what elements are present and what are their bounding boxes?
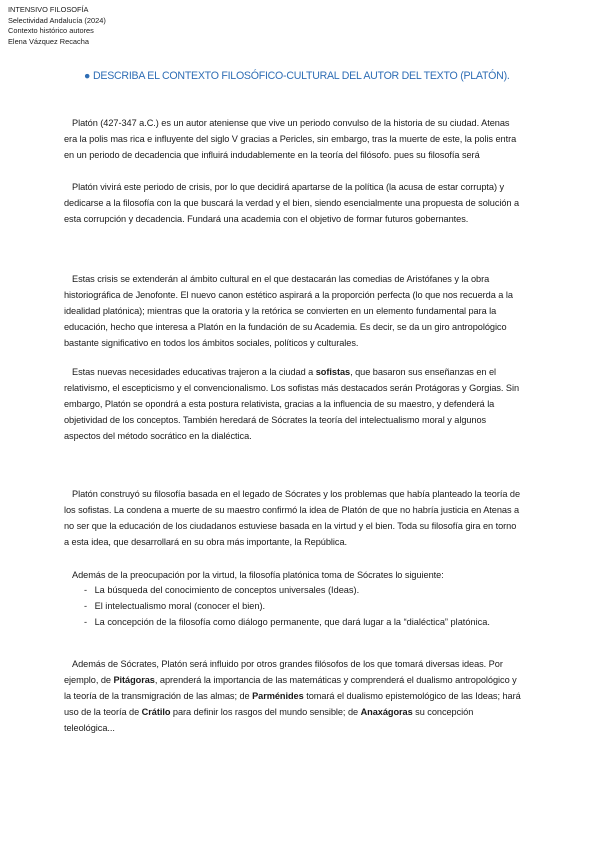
paragraph-socrates-legacy: Platón construyó su filosofía basada en el legado de Sócrates y los problemas que había planteado la teoría de los sofistas. La condena a muerte de su maestro confirmó la idea de Platón de que no habría justicia en Atenas a no ser que la educación de los ciudadanos estuviese basada en la virtud y el bien. Toda su filosofía gira en torno a esta idea, que desarrollará en su obra más importante, la República. — [64, 489, 521, 547]
paragraph-historical-context: Platón (427-347 a.C.) es un autor ateniense que vive un periodo convulso de la historia de su ciudad. Atenas era la polis mas rica e influyente del siglo V gracias a Pericles, sin embargo, tras la muerte de este, la polis entra en un periodo de decadencia que influirá indudablemente en la teoría del filósofo. pues su filosofía será — [64, 118, 517, 160]
paragraph-platon-crisis: Platón vivirá este periodo de crisis, por lo que decidirá apartarse de la política (la acusa de estar corrupta) y dedicarse a la filosofía con la que buscará la verdad y el bien, siendo esencialmente una propuesta de solución a esta corrupción y decadencia. Fundará una academia con el objetivo de formar futuros gobernantes. — [64, 182, 520, 224]
term-parmenides: Parménides — [252, 691, 304, 701]
list-item: - El intelectualismo moral (conocer el bien). — [84, 601, 266, 611]
list-item: - La búsqueda del conocimiento de conceptos universales (Ideas). — [84, 585, 360, 595]
list-item: - La concepción de la filosofía como diálogo permanente, que dará lugar a la “dialéctica” platónica. — [84, 617, 490, 627]
header-exam: Selectividad Andalucía (2024) — [8, 15, 106, 25]
term-pitagoras: Pitágoras — [113, 675, 155, 685]
paragraph-other-influences: Además de Sócrates, Platón será influido por otros grandes filósofos de los que tomará diversas ideas. Por ejemplo, de Pitágoras, aprenderá la importancia de las matemáticas y comprenderá el dualismo antropológico y la teoría de la transmigración de las almas; de Parménides tomará el dualismo epistemológico de las Ideas; hará uso de la teoría de Crátilo para definir los rasgos del mundo sensible; de Anaxágoras su concepción teleológica... — [64, 659, 521, 733]
term-cratilo: Crátilo — [141, 707, 171, 717]
document-header — [8, 5, 106, 47]
term-anaxagoras: Anaxágoras — [360, 707, 413, 717]
header-author: Elena Vázquez Recacha — [8, 36, 89, 46]
question-text: DESCRIBA EL CONTEXTO FILOSÓFICO-CULTURAL DEL AUTOR DEL TEXTO (PLATÓN). — [93, 70, 510, 82]
socrates-influence-list — [84, 582, 544, 630]
term-sofistas: sofistas — [315, 367, 351, 377]
paragraph-cultural-context: Estas crisis se extenderán al ámbito cultural en el que destacarán las comedias de Aristófanes y la obra historiográfica de Jenofonte. El nuevo canon estético aspirará a la proporción perfecta (lo que nos recuerda a la idealidad platónica); mientras que la oratoria y la retórica se convierten en un elemento fundamental para la educación, hecho que interesa a Platón en la fundación de su Academia. Es decir, se da un giro antropológico bastante significativo en todos los ámbitos sociales, políticos y culturales. — [64, 274, 513, 348]
paragraph-sophists: Estas nuevas necesidades educativas trajeron a la ciudad a sofistas, que basaron sus enseñanzas en el relativismo, el escepticismo y el convencionalismo. Los sofistas más destacados serán Protágoras y Gorgias. Sin embargo, Platón se opondrá a esta postura relativista, gracias a la influencia de su maestro, y defenderá la objetividad de los conceptos. También heredará de Sócrates la teoría del intelectualismo moral y algunos aspectos del método socrático en la dialéctica. — [64, 367, 520, 441]
header-course: INTENSIVO FILOSOFÍA — [8, 5, 89, 14]
question-heading — [84, 70, 564, 83]
paragraph-socrates-intro: Además de la preocupación por la virtud, la filosofía platónica toma de Sócrates lo siguiente: — [72, 570, 444, 580]
bullet-icon: ● — [84, 70, 91, 82]
header-topic: Contexto histórico autores — [8, 26, 94, 36]
